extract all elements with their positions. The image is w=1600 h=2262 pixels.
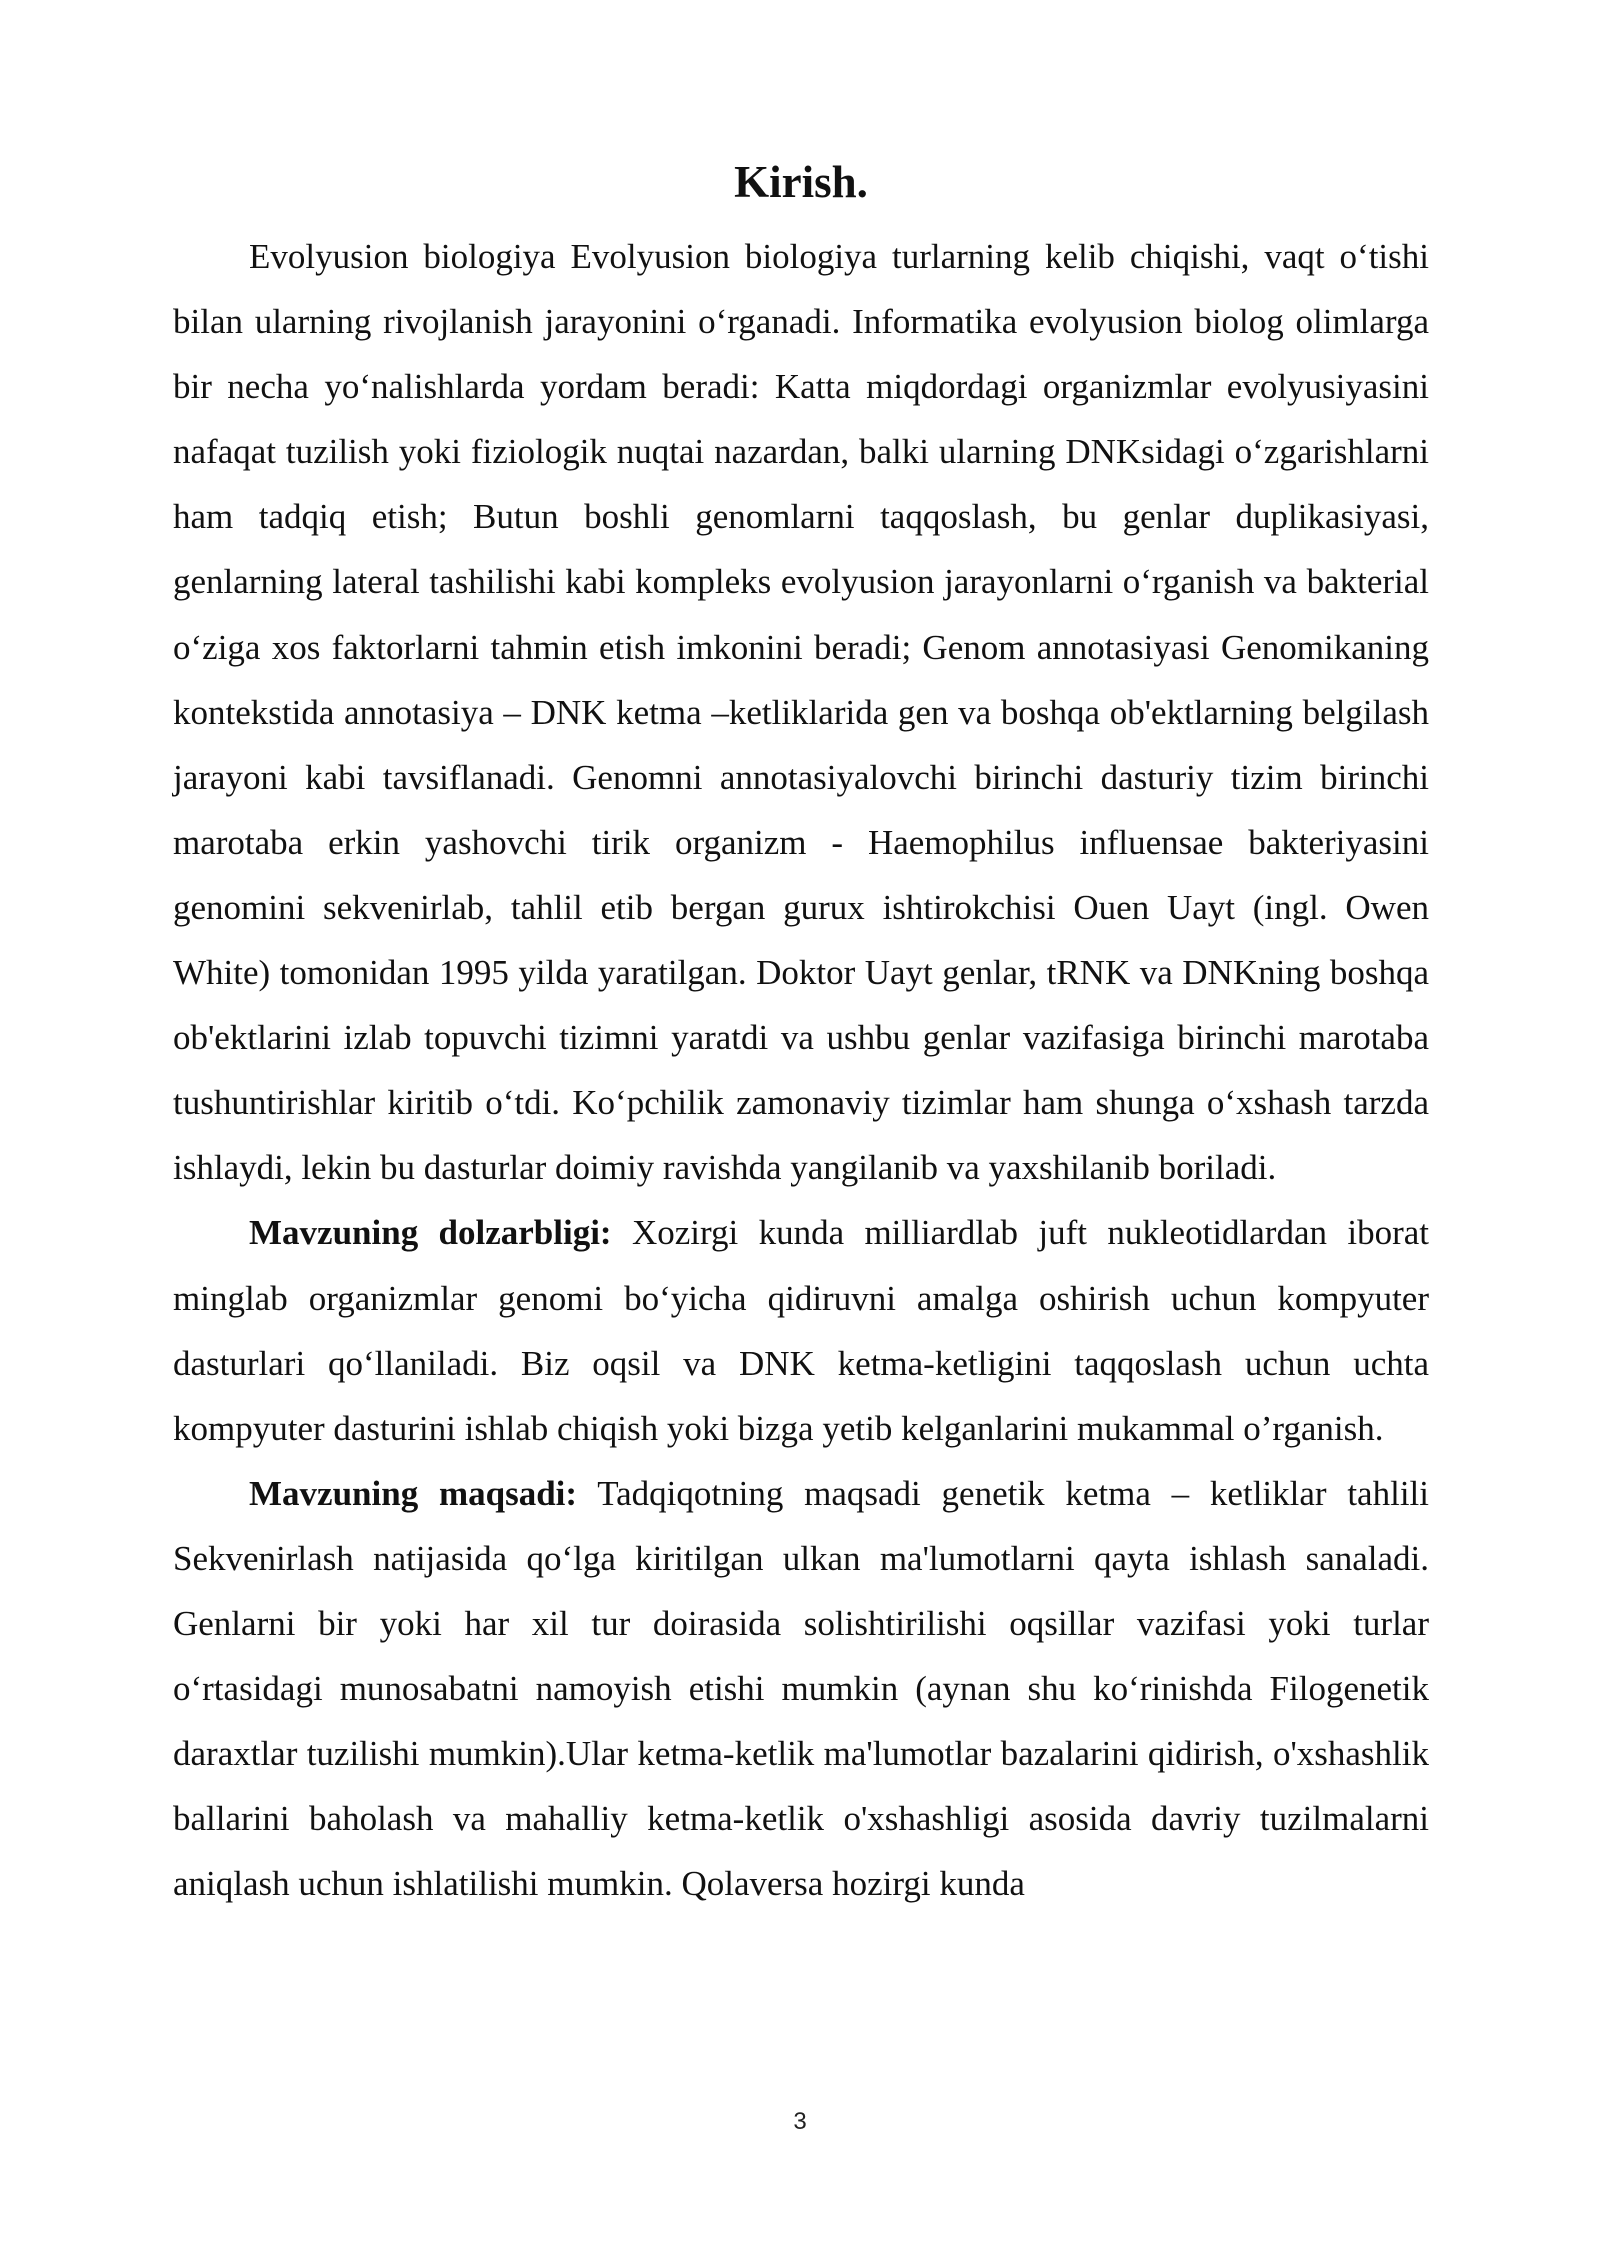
paragraph-lead: Mavzuning dolzarbligi: <box>249 1213 612 1253</box>
paragraph-text: Tadqiqotning maqsadi genetik ketma – ketliklar tahlili Sekvenirlash natijasida qoʻlga kiritilgan ulkan ma'lumotlarni qayta ishlash sanaladi. Genlarni bir yoki har xil tur doirasida solishtirilishi oqsillar vazifasi yoki turlar oʻrtasidagi munosabatni namoyish etishi mumkin (aynan shu koʻrinishda Filogenetik daraxtlar tuzilishi mumkin).Ular ketma-ketlik ma'lumotlar bazalarini qidirish, o'xshashlik ballarini baholash va mahalliy ketma-ketlik o'xshashligi asosida davriy tuzilmalarni aniqlash uchun ishlatilishi mumkin. Qolaversa hozirgi kunda <box>173 1473 1429 1904</box>
paragraph-lead: Mavzuning maqsadi: <box>249 1473 578 1513</box>
page-content <box>173 148 1429 1916</box>
paragraph-text: Evolyusion biologiya Evolyusion biologiya turlarning kelib chiqishi, vaqt oʻtishi bilan ularning rivojlanish jarayonini oʻrganadi. Informatika evolyusion biolog olimlarga bir necha yoʻnalishlarda yordam beradi: Katta miqdordagi organizmlar evolyusiyasini nafaqat tuzilish yoki fiziologik nuqtai nazardan, balki ularning DNKsidagi oʻzgarishlarni ham tadqiq etish; Butun boshli genomlarni taqqoslash, bu genlar duplikasiyasi, genlarning lateral tashilishi kabi kompleks evolyusion jarayonlarni oʻrganish va bakterial oʻziga xos faktorlarni tahmin etish imkonini beradi; Genom annotasiyasi Genomikaning kontekstida annotasiya – DNK ketma –ketliklarida gen va boshqa ob'ektlarning belgilash jarayoni kabi tavsiflanadi. Genomni annotasiyalovchi birinchi dasturiy tizim birinchi marotaba erkin yashovchi tirik organizm - Haemophilus influensae bakteriyasini genomini sekvenirlab, tahlil etib bergan gurux ishtirokchisi Ouen Uayt (ingl. Owen White) tomonidan 1995 yilda yaratilgan. Doktor Uayt genlar, tRNK va DNKning boshqa ob'ektlarini izlab topuvchi tizimni yaratdi va ushbu genlar vazifasiga birinchi marotaba tushuntirishlar kiritib oʻtdi. Koʻpchilik zamonaviy tizimlar ham shunga oʻxshash tarzda ishlaydi, lekin bu dasturlar doimiy ravishda yangilanib va yaxshilanib boriladi. <box>173 237 1429 1188</box>
paragraph-relevance <box>173 1200 1429 1460</box>
page-number: 3 <box>793 2108 807 2135</box>
paragraph-goal <box>173 1461 1429 1917</box>
paragraph-intro <box>173 224 1429 1200</box>
paragraph-text: Xozirgi kunda milliardlab juft nukleotidlardan iborat minglab organizmlar genomi boʻyicha qidiruvni amalga oshirish uchun kompyuter dasturlari qoʻllaniladi. Biz oqsil va DNK ketma-ketligini taqqoslash uchun uchta kompyuter dasturini ishlab chiqish yoki bizga yetib kelganlarini mukammal o’rganish. <box>173 1213 1429 1448</box>
page-title: Kirish. <box>734 157 868 207</box>
